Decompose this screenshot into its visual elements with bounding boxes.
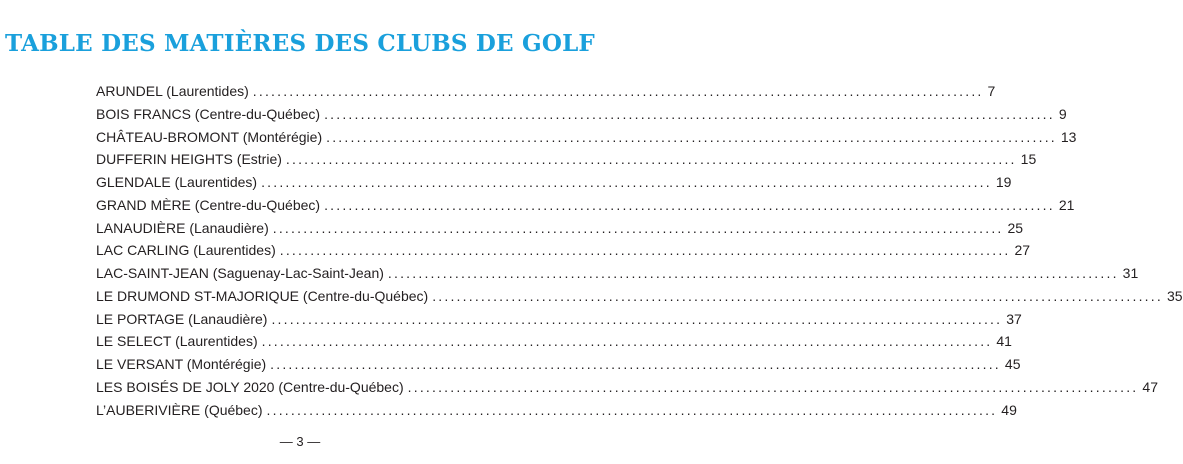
dot-leader: ........................................................................................................................ <box>432 287 1163 304</box>
toc-entry-page: 37 <box>1006 310 1022 327</box>
toc-entry-name: GLENDALE (Laurentides) <box>96 174 258 190</box>
dot-leader: ........................................................................................................................ <box>261 174 992 190</box>
dot-leader: ........................................................................................................................ <box>407 378 1139 395</box>
dot-leader: ........................................................................................................................ <box>270 356 1001 372</box>
toc-entry <box>96 330 1012 353</box>
toc-entry-name: CHÂTEAU-BROMONT (Montérégie) <box>96 128 323 145</box>
toc-entry-page: 45 <box>1004 356 1021 372</box>
toc-entry-name: GRAND MÈRE (Centre-du-Québec) <box>96 196 321 213</box>
toc-entry-name: LE PORTAGE (Lanaudière) <box>96 310 268 327</box>
toc-entry-page: 9 <box>1058 105 1067 122</box>
dot-leader: ........................................................................................................................ <box>261 333 993 350</box>
toc-entry-page: 27 <box>1014 242 1031 259</box>
dot-leader: ........................................................................................................................ <box>272 219 1004 236</box>
toc-entry-name: LAC CARLING (Laurentides) <box>96 242 276 259</box>
toc-entry-page: 15 <box>1020 151 1037 168</box>
toc-entry-page: 47 <box>1142 378 1158 395</box>
page-title: TABLE DES MATIÈRES DES CLUBS DE GOLF <box>5 30 595 57</box>
toc-entry-name: LANAUDIÈRE (Lanaudière) <box>96 219 269 236</box>
toc-entry-name: LE SELECT (Laurentides) <box>96 333 258 350</box>
toc-entry-page: 49 <box>1001 401 1017 418</box>
toc-entry <box>96 376 1158 399</box>
dot-leader: ........................................................................................................................ <box>387 265 1119 281</box>
toc-entry <box>96 126 1077 149</box>
toc-entry-name: LES BOISÉS DE JOLY 2020 (Centre-du-Québec) <box>96 378 404 395</box>
toc-entry-page: 7 <box>987 83 996 99</box>
toc-entry-page: 35 <box>1166 287 1183 304</box>
toc-entry-page: 31 <box>1122 265 1139 281</box>
toc-entry <box>96 80 996 103</box>
dot-leader: ........................................................................................................................ <box>252 83 984 99</box>
dot-leader: ........................................................................................................................ <box>271 310 1003 327</box>
dot-leader: ........................................................................................................................ <box>324 105 1055 122</box>
toc-entry-name: LE DRUMOND ST-MAJORIQUE (Centre-du-Québec) <box>96 287 429 304</box>
page-number: — 3 — <box>279 434 321 449</box>
toc-entry-name: LAC-SAINT-JEAN (Saguenay-Lac-Saint-Jean) <box>96 265 384 281</box>
toc-entry-page: 13 <box>1060 128 1077 145</box>
dot-leader: ........................................................................................................................ <box>324 196 1055 213</box>
toc-entry <box>96 171 1012 194</box>
toc-entry <box>96 262 1139 285</box>
toc-entry <box>96 217 1024 240</box>
toc-entry-page: 25 <box>1007 219 1024 236</box>
dot-leader: ........................................................................................................................ <box>279 242 1011 259</box>
table-of-contents <box>96 80 1183 421</box>
toc-entry <box>96 239 1031 262</box>
toc-entry <box>96 285 1183 308</box>
toc-entry-page: 41 <box>996 333 1012 350</box>
toc-entry-name: ARUNDEL (Laurentides) <box>96 83 249 99</box>
dot-leader: ........................................................................................................................ <box>285 151 1017 168</box>
toc-entry <box>96 353 1021 376</box>
toc-entry-name: L’AUBERIVIÈRE (Québec) <box>96 401 263 418</box>
toc-entry-page: 19 <box>995 174 1012 190</box>
dot-leader: ........................................................................................................................ <box>266 401 998 418</box>
toc-entry-name: LE VERSANT (Montérégie) <box>96 356 267 372</box>
toc-entry <box>96 308 1022 331</box>
toc-entry-name: BOIS FRANCS (Centre-du-Québec) <box>96 105 321 122</box>
toc-entry-page: 21 <box>1058 196 1075 213</box>
dot-leader: ........................................................................................................................ <box>326 128 1057 145</box>
toc-entry <box>96 194 1075 217</box>
toc-entry <box>96 148 1037 171</box>
toc-entry <box>96 399 1017 422</box>
toc-entry-name: DUFFERIN HEIGHTS (Estrie) <box>96 151 282 168</box>
toc-entry <box>96 103 1067 126</box>
